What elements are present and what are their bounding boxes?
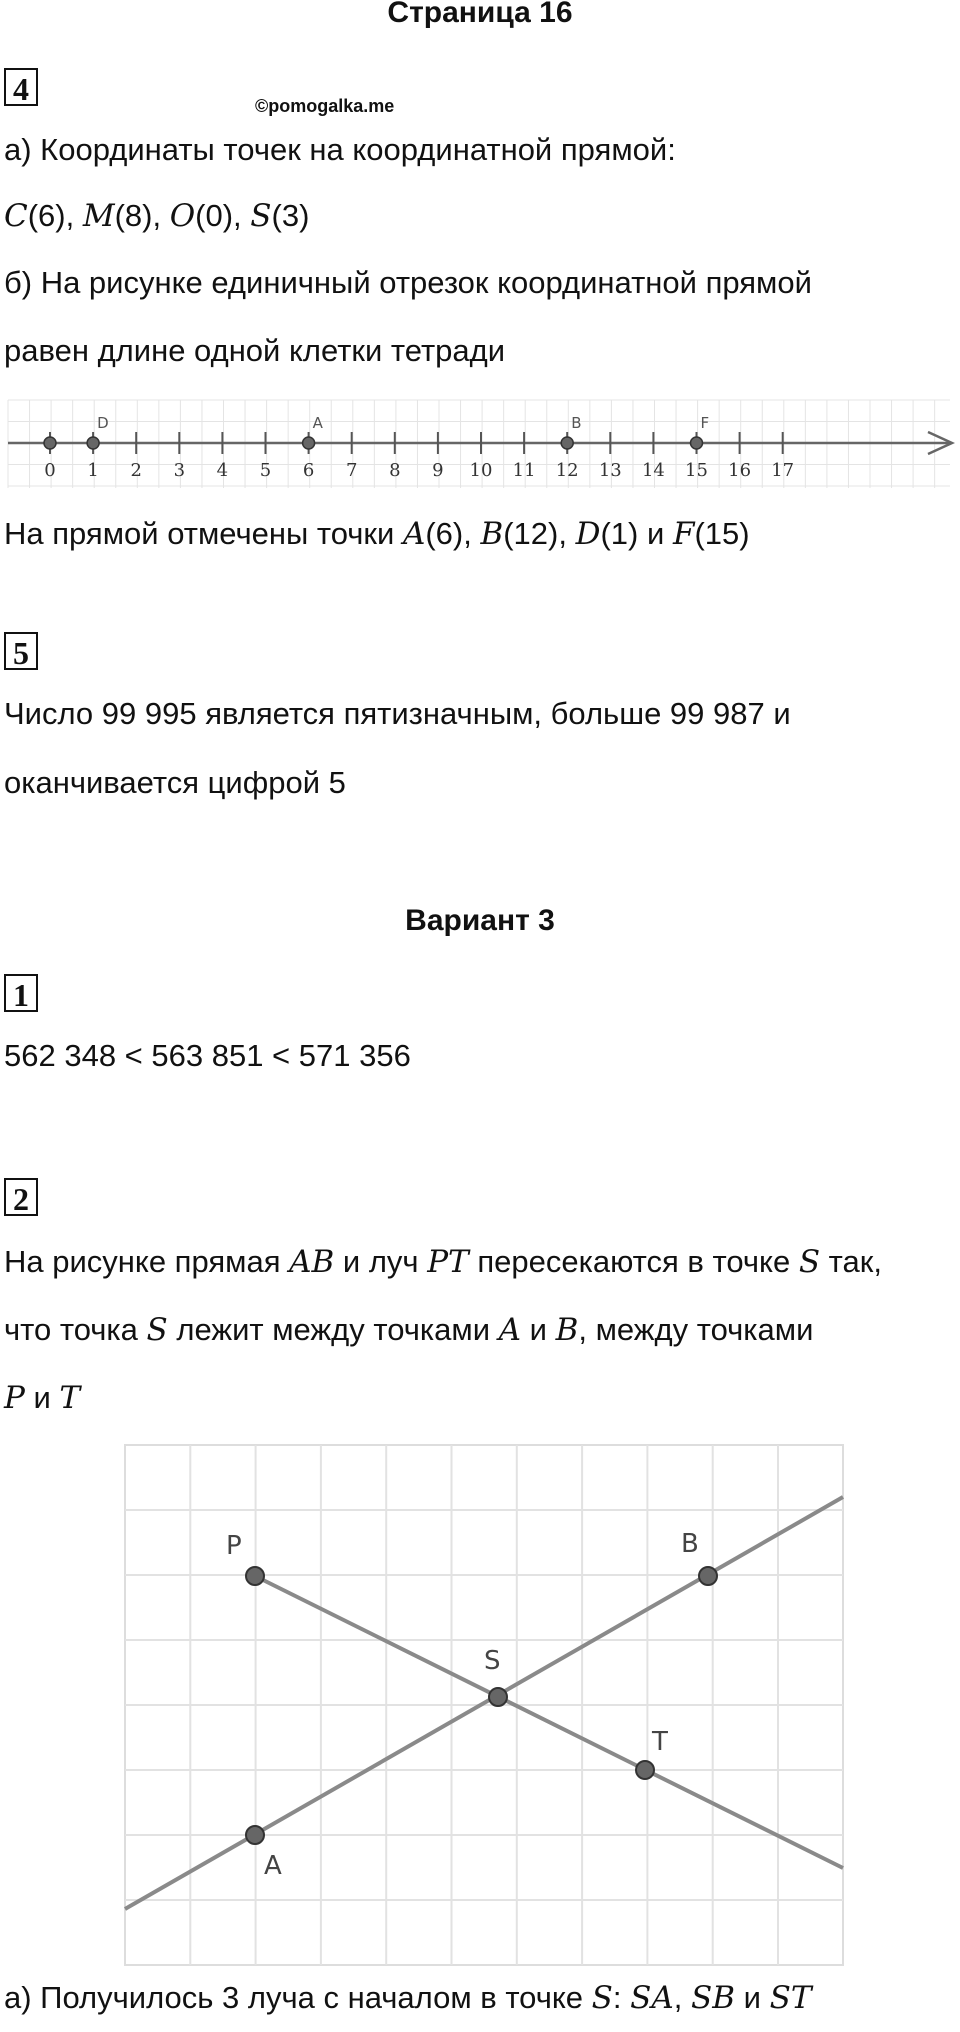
point-name: B — [480, 516, 504, 552]
point-value: (8) — [114, 198, 153, 233]
text-fragment: лежит между точками — [167, 1312, 499, 1347]
tick-label: 9 — [432, 460, 444, 481]
task5-line-1: Число 99 995 является пятизначным, больше 99 987 и — [4, 696, 791, 731]
tick-label: 2 — [130, 460, 142, 481]
point-name: S — [250, 198, 272, 234]
point-value: (1) — [600, 516, 639, 551]
task4-part-b-text-2: равен длине одной клетки тетради — [4, 333, 506, 368]
task-number-2: 2 — [4, 1178, 38, 1216]
conclusion-and: и — [646, 516, 665, 551]
number-line-point — [87, 437, 99, 449]
text-fragment: : — [612, 1980, 631, 2015]
task4-part-a-points: C(6), M(8), O(0), S(3) — [4, 198, 310, 234]
task-number-5: 5 — [4, 632, 38, 670]
math-fragment: S — [591, 1980, 613, 2016]
tick-label: 15 — [685, 460, 708, 481]
math-fragment: AB — [289, 1244, 335, 1280]
v3-task2-line-3 — [4, 1380, 80, 1416]
math-fragment: A — [498, 1312, 522, 1348]
number-line-point-label: D — [97, 414, 109, 432]
task4-part-b-text-1: б) На рисунке единичный отрезок координатной прямой — [4, 265, 812, 300]
tick-label: 13 — [598, 460, 622, 481]
number-line-point-label: A — [312, 414, 323, 432]
point-p — [246, 1567, 264, 1585]
text-fragment: , между точками — [578, 1312, 814, 1347]
tick-label: 8 — [389, 460, 401, 481]
text-fragment: и — [521, 1312, 556, 1347]
text-fragment: и — [24, 1380, 60, 1415]
v3-task2-line-2 — [4, 1312, 813, 1348]
tick-label: 17 — [771, 460, 795, 481]
label-b: B — [681, 1529, 699, 1559]
tick-label: 3 — [173, 460, 186, 481]
math-fragment: ST — [769, 1980, 812, 2016]
v3-task2-answer — [4, 1980, 812, 2016]
page-title: Страница 16 — [387, 0, 573, 29]
tick-label: 14 — [641, 460, 665, 481]
math-fragment: P — [4, 1380, 25, 1416]
text-fragment: пересекаются в точке — [468, 1244, 799, 1279]
number-line-point — [691, 437, 703, 449]
point-name: D — [575, 516, 601, 552]
point-value: (6) — [27, 198, 66, 233]
number-line-point — [561, 437, 573, 449]
math-fragment: S — [798, 1244, 821, 1280]
ray-pt — [255, 1576, 843, 1868]
label-t: T — [652, 1727, 668, 1757]
watermark: ©pomogalka.me — [255, 96, 395, 116]
point-name: F — [672, 516, 695, 552]
math-fragment: S — [146, 1312, 168, 1348]
lines-intersection-figure — [120, 1440, 850, 1972]
math-fragment: T — [59, 1380, 81, 1416]
task4-part-a-text: а) Координаты точек на координатной прямой: — [4, 132, 676, 167]
point-name: A — [402, 516, 426, 552]
label-s: S — [484, 1646, 501, 1676]
point-value: (12) — [503, 516, 559, 551]
math-fragment: PT — [427, 1244, 469, 1280]
tick-label: 6 — [302, 460, 315, 481]
text-fragment: а) Получилось 3 луча с началом в точке — [4, 1980, 592, 2015]
point-s — [489, 1688, 507, 1706]
task4-conclusion: На прямой отмечены точки A(6), B(12), D(1) и F(15) — [4, 516, 750, 552]
tick-label: 11 — [512, 460, 536, 481]
point-a — [246, 1826, 264, 1844]
point-name: O — [169, 198, 196, 234]
tick-label: 1 — [87, 460, 99, 481]
math-fragment: SB — [691, 1980, 736, 2016]
tick-label: 0 — [44, 460, 56, 481]
text-fragment: , — [673, 1980, 691, 2015]
math-fragment: SA — [630, 1980, 674, 2016]
tick-label: 4 — [216, 460, 229, 481]
task-number-1: 1 — [4, 974, 38, 1012]
number-line-point — [303, 437, 315, 449]
tick-label: 7 — [345, 460, 358, 481]
text-fragment: На рисунке прямая — [4, 1244, 290, 1279]
tick-label: 10 — [469, 460, 493, 481]
v3-task2-line-1 — [4, 1244, 882, 1280]
number-line-point-label: F — [700, 414, 710, 432]
tick-label: 5 — [259, 460, 272, 481]
tick-label: 12 — [555, 460, 579, 481]
point-t — [636, 1761, 654, 1779]
point-value: (0) — [195, 198, 234, 233]
number-line-figure — [0, 398, 960, 492]
point-name: C — [4, 198, 28, 234]
label-p: P — [226, 1531, 242, 1561]
text-fragment: что точка — [4, 1312, 147, 1347]
number-line-ticks — [44, 432, 794, 481]
point-name: M — [82, 198, 115, 234]
conclusion-prefix: На прямой отмечены точки — [4, 516, 403, 551]
math-fragment: B — [555, 1312, 579, 1348]
number-line-point — [44, 437, 56, 449]
text-fragment: и луч — [334, 1244, 428, 1279]
label-a: A — [264, 1851, 282, 1881]
point-value: (3) — [271, 198, 310, 233]
tick-label: 16 — [728, 460, 752, 481]
text-fragment: так, — [820, 1244, 882, 1279]
text-fragment: и — [735, 1980, 770, 2015]
task5-line-2: оканчивается цифрой 5 — [4, 765, 346, 800]
point-value: (6) — [425, 516, 464, 551]
point-value: (15) — [694, 516, 750, 551]
number-line-point-label: B — [571, 414, 582, 432]
variant-title: Вариант 3 — [405, 904, 555, 937]
v3-task1-text: 562 348 < 563 851 < 571 356 — [4, 1038, 411, 1073]
task-number-4: 4 — [4, 68, 38, 106]
point-b — [699, 1567, 717, 1585]
